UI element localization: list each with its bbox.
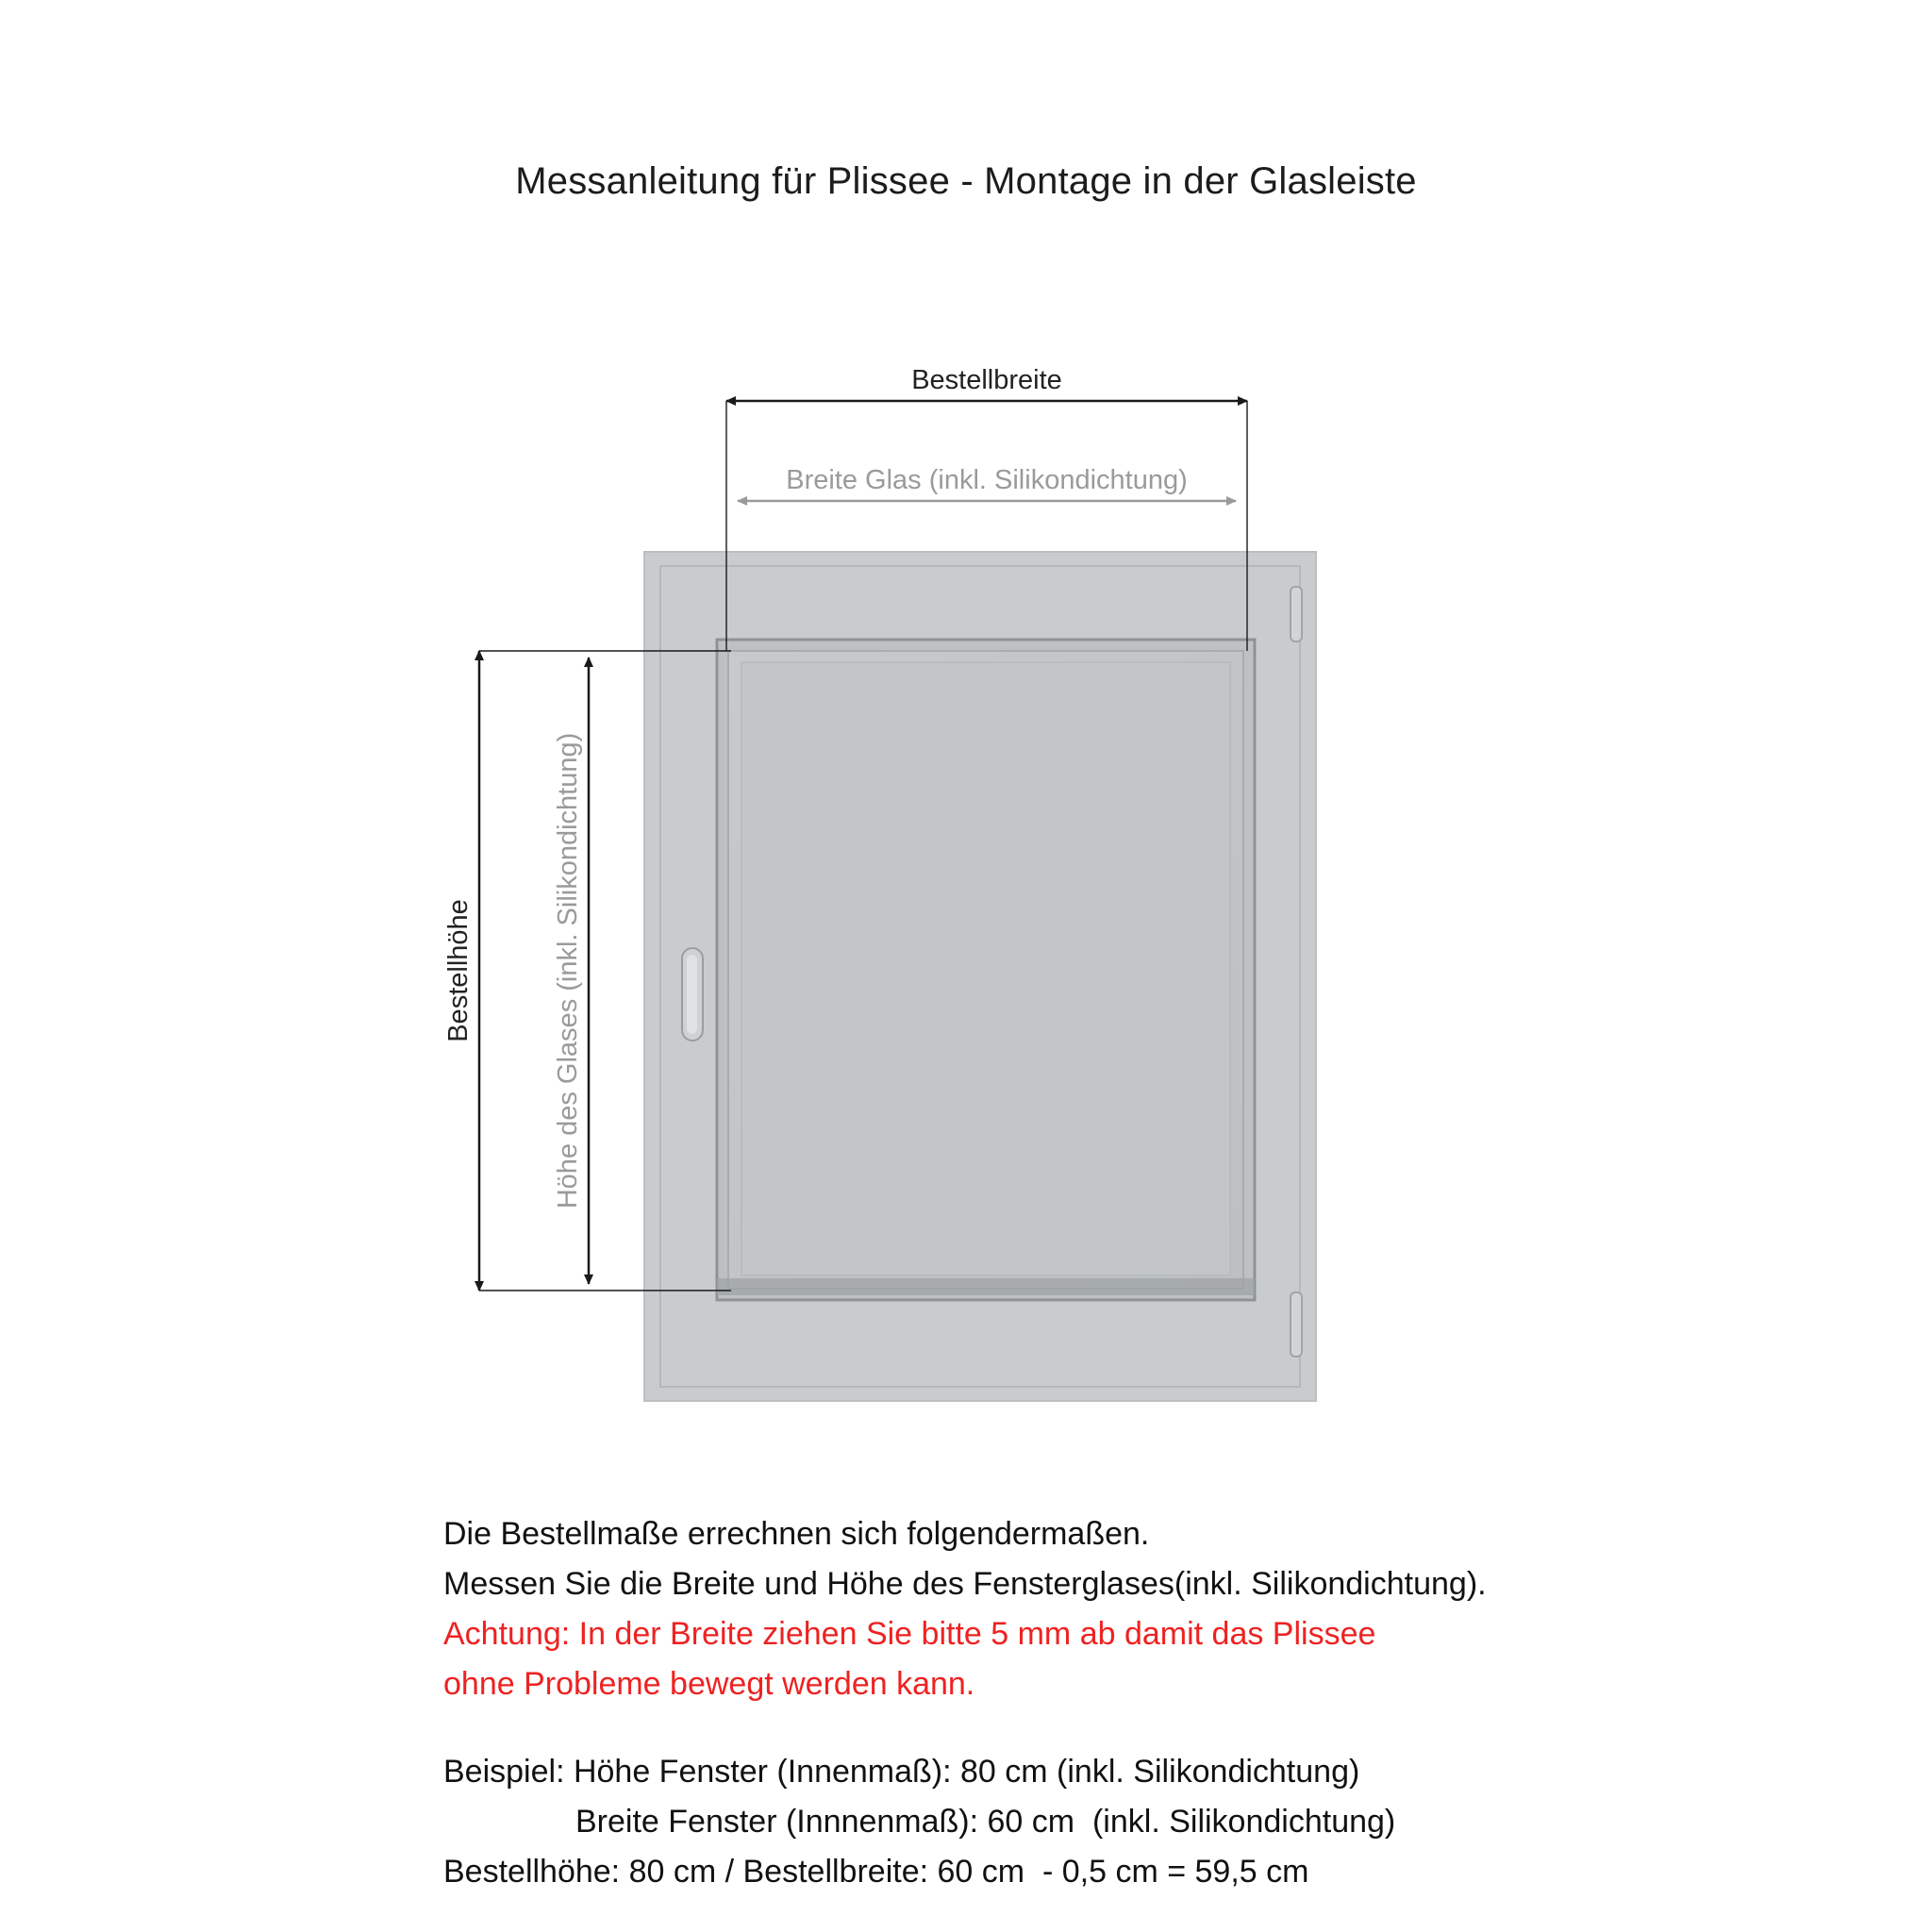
warning-line-2: ohne Probleme bewegt werden kann. [443, 1666, 975, 1702]
label-glass-width: Breite Glas (inkl. Silikondichtung) [786, 465, 1188, 495]
label-order-height: Bestellhöhe [443, 899, 474, 1042]
window-illustration [644, 552, 1316, 1401]
page-title: Messanleitung für Plissee - Montage in der Glasleiste [515, 160, 1417, 202]
instructions-block [443, 1509, 1670, 1897]
dimension-glass-height [553, 658, 589, 1284]
example-line-1: Beispiel: Höhe Fenster (Innenmaß): 80 cm (inkl. Silikondichtung) [443, 1754, 1360, 1790]
window-handle [682, 948, 703, 1041]
example-line-3: Bestellhöhe: 80 cm / Bestellbreite: 60 cm - 0,5 cm = 59,5 cm [443, 1854, 1309, 1890]
label-order-width: Bestellbreite [911, 365, 1062, 395]
text-spacer [443, 1709, 1670, 1747]
example-line-2: Breite Fenster (Innnenmaß): 60 cm (inkl. Silikondichtung) [575, 1804, 1396, 1840]
warning-line-1: Achtung: In der Breite ziehen Sie bitte 5 mm ab damit das Plissee [443, 1616, 1376, 1652]
label-glass-height: Höhe des Glases (inkl. Silikondichtung) [553, 732, 583, 1209]
hinge-bottom [1291, 1292, 1302, 1357]
hinge-top [1291, 587, 1302, 641]
note-line-2: Messen Sie die Breite und Höhe des Fensterglases(inkl. Silikondichtung). [443, 1566, 1487, 1602]
dimension-glass-width [738, 465, 1236, 501]
note-line-1: Die Bestellmaße errechnen sich folgendermaßen. [443, 1516, 1150, 1552]
